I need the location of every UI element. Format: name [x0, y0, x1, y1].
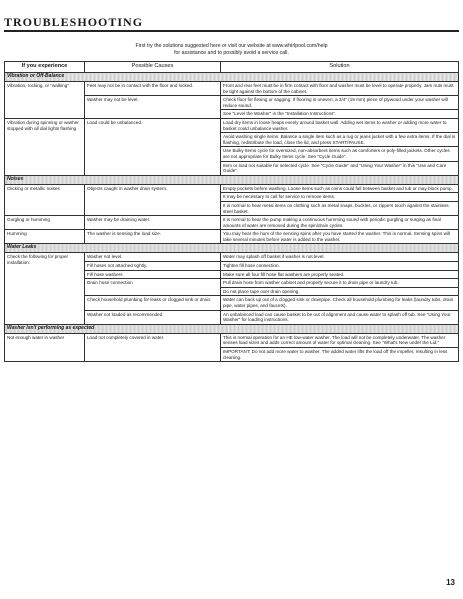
solution-cell: Avoid washing single items. Balance a single item such as a rug or jeans jacket with a few extra items. If the dial is flashing, redistribute the load, close the lid, and press START/PAUSE.: [221, 133, 459, 147]
solution-cell: An unbalanced load can cause basket to be out of alignment and cause water to splash off tub. See "Using Your Washer" for loading instructions.: [221, 310, 459, 324]
header-solution: Solution: [221, 62, 459, 73]
section-row: [5, 175, 459, 184]
cause-cell: Load not completely covered in water.: [85, 333, 221, 361]
title-rule: [4, 30, 459, 32]
table-row: [5, 230, 459, 244]
experience-cell: Not enough water in washer: [5, 333, 85, 361]
cause-cell: Fill hose washers: [85, 270, 221, 279]
cause-cell: Feet may not be in contact with the floor and locked.: [85, 82, 221, 96]
cause-cell: Fill hoses not attached tightly.: [85, 262, 221, 271]
cause-cell: Washer not level.: [85, 253, 221, 262]
solution-cell: It is normal to hear metal items on clothing such as metal snaps, buckles, or zippers touch against the stainless steel basket.: [221, 201, 459, 215]
experience-cell: Vibration, rocking, or "walking": [5, 82, 85, 119]
section-water-leaks: Water Leaks: [5, 244, 459, 253]
solution-cell: Do not place tape over drain opening.: [221, 287, 459, 296]
solution-cell: Check floor for flexing or sagging. If flooring is uneven, a 3/4" (19 mm) piece of plywood under your washer will reduce sound.: [221, 96, 459, 110]
solution-cell: It is normal to hear the pump making a continuous humming sound with periodic gurgling or surging as final amounts of water are removed during the spin/drain cycles.: [221, 216, 459, 230]
troubleshooting-table: [4, 61, 459, 362]
solution-cell: Load dry items in loose heaps evenly around basket wall. Adding wet items to washer or adding more water to basket could unbalance washer.: [221, 118, 459, 132]
cause-cell: Check household plumbing for leaks or clogged sink or drain.: [85, 296, 221, 310]
experience-cell: Clicking or metallic noises: [5, 184, 85, 215]
table-row: [5, 184, 459, 193]
solution-cell: Make sure all four fill hose flat washers are properly seated.: [221, 270, 459, 279]
experience-cell: Check the following for proper installation:: [5, 253, 85, 324]
header-causes: Possible Causes: [85, 62, 221, 73]
solution-cell: Use Bulky Items cycle for oversized, non-absorbent items such as comforters or poly-filled jackets. Other cycles are not appropriate for Bulky Items cycle. See "Cycle Guide".: [221, 147, 459, 161]
solution-cell: It may be necessary to call for service to remove items.: [221, 193, 459, 202]
solution-cell: Item or load not suitable for selected cycle. See "Cycle Guide" and "Using Your Washer" in this "Use and Care Guide".: [221, 161, 459, 175]
page-title: TROUBLESHOOTING: [4, 15, 144, 29]
cause-cell: The washer is sensing the load size.: [85, 230, 221, 244]
experience-cell: Vibration during spinning or washer stopped with all dial lights flashing: [5, 118, 85, 175]
solution-cell: Pull drain hose from washer cabinet and properly secure it to drain pipe or laundry tub.: [221, 279, 459, 288]
header-row: [5, 62, 459, 73]
table-row: [5, 82, 459, 96]
solution-cell: See "Level the Washer" in the "Installation Instructions".: [221, 110, 459, 119]
section-performance: Washer isn't performing as expected: [5, 324, 459, 333]
intro-text: [0, 43, 463, 56]
table-row: [5, 216, 459, 230]
cause-cell: Load could be unbalanced.: [85, 118, 221, 175]
intro-line-2: for assistance and to possibly avoid a service call.: [174, 49, 289, 56]
section-row: [5, 324, 459, 333]
table-row: [5, 333, 459, 347]
solution-cell: Front and rear feet must be in firm contact with floor and washer must be level to operate properly. Jam nuts must be tight against the bottom of the cabinet.: [221, 82, 459, 96]
solution-cell: IMPORTANT: Do not add more water to washer. The added water lifts the load off the impeller, resulting in less cleaning.: [221, 348, 459, 362]
section-row: [5, 73, 459, 82]
header-experience: If you experience: [5, 62, 85, 73]
intro-line-1: First try the solutions suggested here or visit our website at www.whirlpool.com/help: [135, 43, 328, 49]
experience-cell: Gurgling or humming: [5, 216, 85, 230]
cause-cell: Objects caught in washer drain system.: [85, 184, 221, 215]
solution-cell: Empty pockets before washing. Loose items such as coins could fall between basket and tub or may block pump.: [221, 184, 459, 193]
solution-cell: Tighten fill hose connection.: [221, 262, 459, 271]
section-row: [5, 244, 459, 253]
solution-cell: You may hear the hum of the sensing spins after you have started the washer. This is normal. Sensing spins will take several minutes before water is added to the washer.: [221, 230, 459, 244]
solution-cell: Water can back up out of a clogged sink or drainpipe. Check all household plumbing for leaks (laundry tubs, drain pipe, water pipes, and faucets).: [221, 296, 459, 310]
solution-cell: This is normal operation for an HE low-water washer. The load will not be completely underwater. The washer senses load sizes and adds correct amount of water for optimal cleaning. See "What's New under the Lid.": [221, 333, 459, 347]
page-number: 13: [446, 578, 455, 587]
cause-cell: Washer not loaded as recommended.: [85, 310, 221, 324]
cause-cell: Drain hose connection: [85, 279, 221, 296]
section-noises: Noises: [5, 175, 459, 184]
section-vibration: Vibration or Off-Balance: [5, 73, 459, 82]
cause-cell: Washer may not be level.: [85, 96, 221, 119]
solution-cell: Water may splash off basket if washer is not level.: [221, 253, 459, 262]
table-row: [5, 118, 459, 132]
cause-cell: Washer may be draining water.: [85, 216, 221, 230]
experience-cell: Humming: [5, 230, 85, 244]
table-row: [5, 253, 459, 262]
